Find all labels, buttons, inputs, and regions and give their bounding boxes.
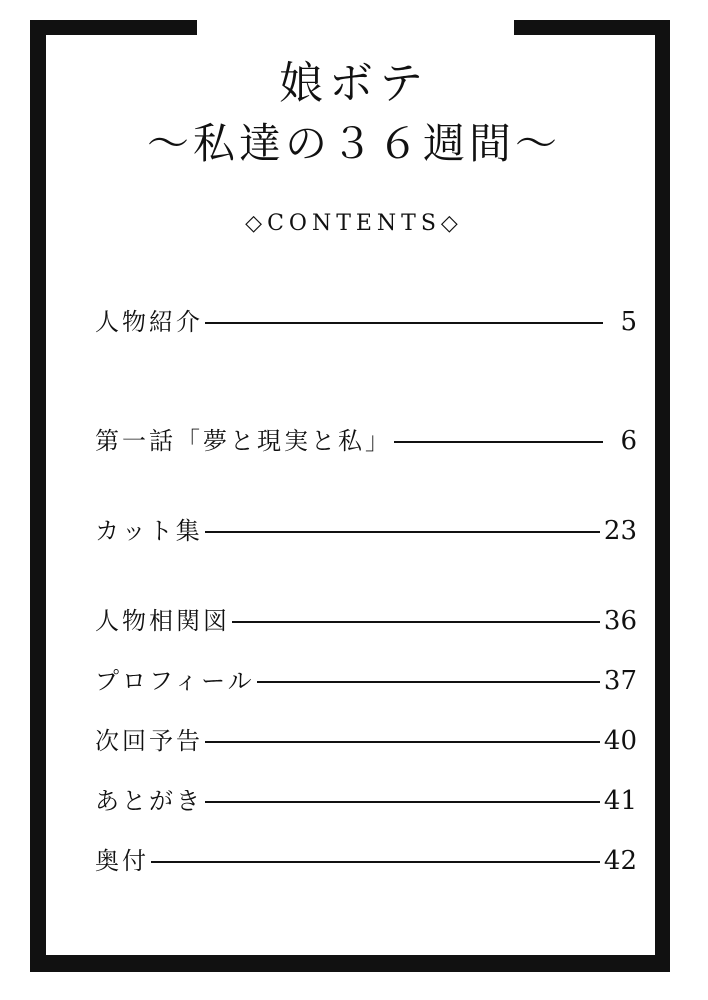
book-title: 娘ボテ	[279, 58, 429, 109]
toc-entry[interactable]	[95, 843, 637, 879]
toc-entry[interactable]	[95, 304, 637, 340]
toc-entry-label: 第一話「夢と現実と私」	[95, 427, 392, 455]
toc-entry-page: 42	[603, 846, 637, 876]
toc-leader-line	[205, 741, 600, 743]
toc-entry-page: 6	[620, 426, 637, 456]
toc-leader-line	[205, 531, 600, 533]
toc-entry-page: 41	[603, 786, 637, 816]
toc-entry[interactable]	[95, 423, 637, 459]
toc-entry[interactable]	[95, 513, 637, 549]
frame-top-left-bar	[30, 20, 197, 35]
toc-entry-label: 人物紹介	[95, 308, 203, 336]
toc-leader-line	[205, 322, 603, 324]
frame-top-right-bar	[514, 20, 670, 35]
toc-entry-label: 奥付	[95, 847, 149, 875]
toc-entry-label: 人物相関図	[95, 607, 230, 635]
toc-entry-page: 23	[603, 516, 637, 546]
toc-entry-page: 40	[603, 726, 637, 756]
toc-entry[interactable]	[95, 603, 637, 639]
toc-leader-line	[151, 861, 600, 863]
frame-bottom-bar	[30, 955, 670, 972]
book-subtitle: ～私達の３６週間～	[146, 119, 561, 168]
toc-entry[interactable]	[95, 783, 637, 819]
toc-leader-line	[394, 441, 603, 443]
toc-entry-label: あとがき	[95, 787, 203, 815]
toc-leader-line	[232, 621, 600, 623]
toc-entry-page: 37	[603, 666, 637, 696]
toc-leader-line	[257, 681, 600, 683]
toc-leader-line	[205, 801, 600, 803]
toc-entry[interactable]	[95, 723, 637, 759]
toc-entry-label: 次回予告	[95, 727, 203, 755]
toc-entry[interactable]	[95, 663, 637, 699]
toc-entry-page: 5	[620, 307, 637, 337]
contents-heading: ◇CONTENTS◇	[245, 211, 463, 236]
toc-entry-page: 36	[603, 606, 637, 636]
toc-entry-label: カット集	[95, 517, 203, 545]
toc-entry-label: プロフィール	[95, 667, 255, 695]
